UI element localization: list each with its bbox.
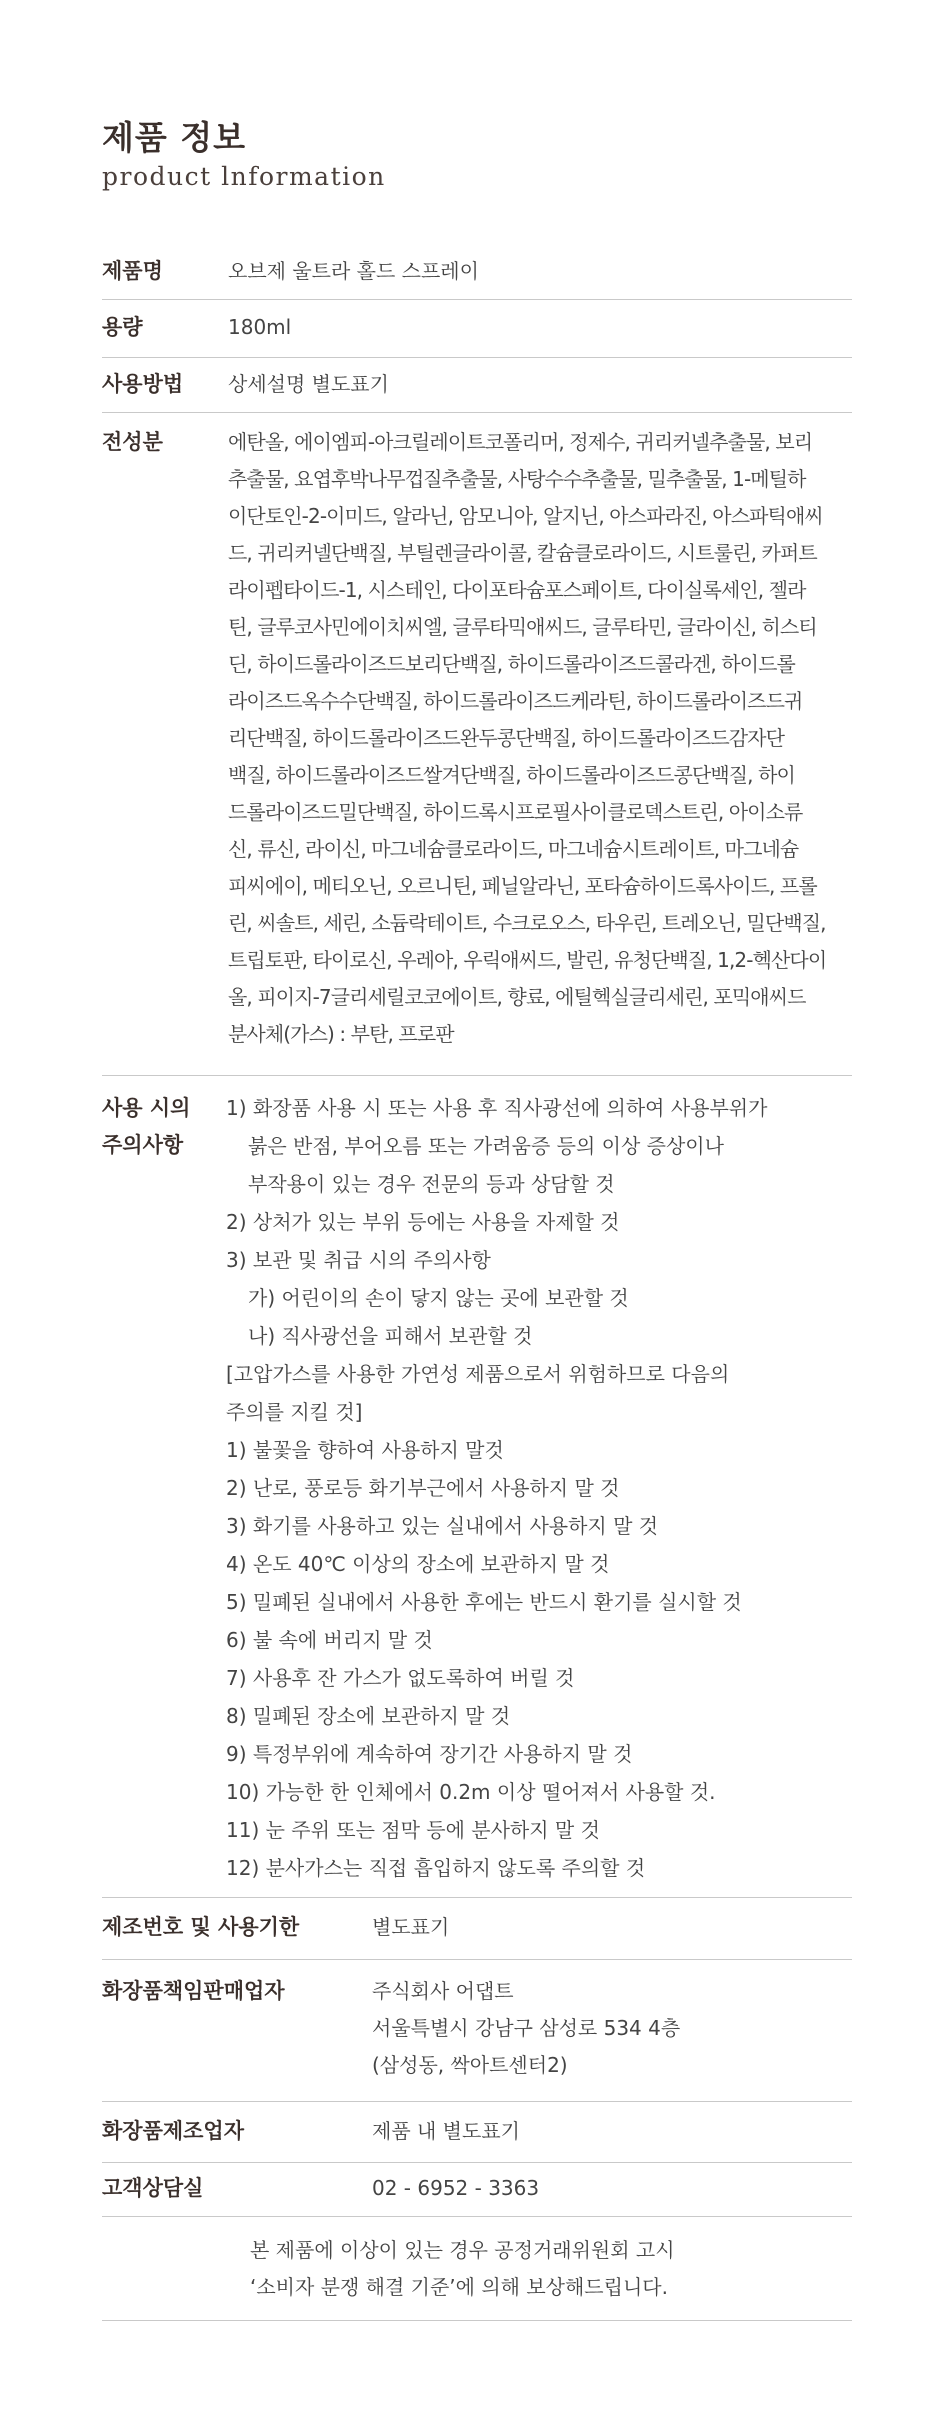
manufacturer-label: 화장품제조업자 [102,2119,245,2143]
caution-line: 나) 직사광선을 피해서 보관할 것 [248,1324,533,1348]
product-name-label: 제품명 [102,259,163,283]
caution-label [102,1089,190,1163]
manufacturer-value: 제품 내 별도표기 [372,2119,520,2143]
row-lot-expiry [102,1897,852,1960]
ingredients-line: 리단백질, 하이드롤라이즈드완두콩단백질, 하이드롤라이즈드감자단 [228,726,785,750]
ingredients-line: 추출물, 요엽후박나무껍질추출물, 사탕수수추출물, 밀추출물, 1-메틸하 [228,467,806,491]
caution-label-line2: 주의사항 [102,1133,184,1157]
caution-line: 3) 보관 및 취급 시의 주의사항 [226,1248,491,1272]
seller-company: 주식회사 어댑트 [372,1979,514,2003]
caution-line: 3) 화기를 사용하고 있는 실내에서 사용하지 말 것 [226,1514,659,1538]
row-product-name [102,249,852,300]
notice-row [102,2216,852,2321]
ingredients-line: 드, 귀리커넬단백질, 부틸렌글라이콜, 칼슘클로라이드, 시트룰린, 카퍼트 [228,541,817,565]
caution-line: 부작용이 있는 경우 전문의 등과 상담할 것 [248,1172,615,1196]
seller-address: 서울특별시 강남구 삼성로 534 4층 [372,2016,681,2040]
ingredients-line: 에탄올, 에이엠피-아크릴레이트코폴리머, 정제수, 귀리커넬추출물, 보리 [228,430,813,454]
row-capacity [102,299,852,358]
ingredients-line: 라이즈드옥수수단백질, 하이드롤라이즈드케라틴, 하이드롤라이즈드귀 [228,689,803,713]
caution-line: [고압가스를 사용한 가연성 제품으로서 위험하므로 다음의 [226,1362,730,1386]
page-subtitle: product lnformation [102,162,386,191]
caution-line: 11) 눈 주위 또는 점막 등에 분사하지 말 것 [226,1818,600,1842]
row-seller [102,1959,852,2102]
ingredients-label: 전성분 [102,430,163,454]
caution-line: 붉은 반점, 부어오름 또는 가려움증 등의 이상 증상이나 [248,1134,724,1158]
page-title: 제품 정보 [102,118,247,157]
seller-label: 화장품책임판매업자 [102,1979,285,2003]
ingredients-line: 트립토판, 타이로신, 우레아, 우릭애씨드, 발린, 유청단백질, 1,2-헥산다이 [228,948,827,972]
caution-list [226,1089,767,1887]
ingredients-line: 올, 피이지-7글리세릴코코에이트, 향료, 에틸헥실글리세린, 포믹애씨드 [228,985,806,1009]
ingredients-line: 피씨에이, 메티오닌, 오르니틴, 페닐알라닌, 포타슘하이드록사이드, 프롤 [228,874,817,898]
row-customer-service [102,2162,852,2217]
notice-line: ‘소비자 분쟁 해결 기준’에 의해 보상해드립니다. [250,2275,668,2299]
ingredients-line: 틴, 글루코사민에이치씨엘, 글루타믹애씨드, 글루타민, 글라이신, 히스티 [228,615,817,639]
caution-line: 8) 밀폐된 장소에 보관하지 말 것 [226,1704,511,1728]
caution-label-line1: 사용 시의 [102,1096,191,1120]
caution-line: 가) 어린이의 손이 닿지 않는 곳에 보관할 것 [248,1286,629,1310]
ingredients-line: 딘, 하이드롤라이즈드보리단백질, 하이드롤라이즈드콜라겐, 하이드롤 [228,652,795,676]
ingredients-line: 드롤라이즈드밀단백질, 하이드록시프로필사이클로덱스트린, 아이소류 [228,800,803,824]
usage-label: 사용방법 [102,372,184,396]
seller-info [372,1973,680,2084]
caution-line: 10) 가능한 한 인체에서 0.2m 이상 떨어져서 사용할 것. [226,1780,716,1804]
notice-line: 본 제품에 이상이 있는 경우 공정거래위원회 고시 [250,2238,675,2262]
ingredients-line: 린, 씨솔트, 세린, 소듐락테이트, 수크로오스, 타우린, 트레오닌, 밀단백질, [228,911,826,935]
ingredients-line: 이단토인-2-이미드, 알라닌, 암모니아, 알지닌, 아스파라진, 아스파틱애씨 [228,504,823,528]
capacity-label: 용량 [102,315,143,339]
customer-service-label: 고객상담실 [102,2176,204,2200]
caution-line: 9) 특정부위에 계속하여 장기간 사용하지 말 것 [226,1742,633,1766]
caution-line: 12) 분사가스는 직접 흡입하지 않도록 주의할 것 [226,1856,646,1880]
caution-line: 1) 불꽃을 향하여 사용하지 말것 [226,1438,504,1462]
caution-line: 7) 사용후 잔 가스가 없도록하여 버릴 것 [226,1666,575,1690]
compensation-notice [250,2232,675,2306]
row-manufacturer [102,2101,852,2163]
lot-expiry-value: 별도표기 [372,1915,450,1939]
ingredients-line: 분사체(가스) : 부탄, 프로판 [228,1022,454,1046]
caution-line: 1) 화장품 사용 시 또는 사용 후 직사광선에 의하여 사용부위가 [226,1096,768,1120]
capacity-value: 180ml [228,315,292,339]
product-name-value: 오브제 울트라 홀드 스프레이 [228,259,479,283]
row-usage [102,357,852,413]
usage-value: 상세설명 별도표기 [228,372,389,396]
customer-service-phone: 02 - 6952 - 3363 [372,2176,540,2200]
ingredients-list [228,424,826,1053]
caution-line: 주의를 지킬 것] [226,1400,363,1424]
ingredients-line: 라이펩타이드-1, 시스테인, 다이포타슘포스페이트, 다이실록세인, 젤라 [228,578,806,602]
row-ingredients [102,412,852,1076]
caution-line: 6) 불 속에 버리지 말 것 [226,1628,433,1652]
ingredients-line: 백질, 하이드롤라이즈드쌀겨단백질, 하이드롤라이즈드콩단백질, 하이 [228,763,795,787]
caution-line: 4) 온도 40℃ 이상의 장소에 보관하지 말 것 [226,1552,610,1576]
caution-line: 5) 밀폐된 실내에서 사용한 후에는 반드시 환기를 실시할 것 [226,1590,742,1614]
ingredients-line: 신, 류신, 라이신, 마그네슘클로라이드, 마그네슘시트레이트, 마그네슘 [228,837,799,861]
lot-expiry-label: 제조번호 및 사용기한 [102,1915,300,1939]
caution-line: 2) 난로, 풍로등 화기부근에서 사용하지 말 것 [226,1476,620,1500]
seller-address-detail: (삼성동, 싹아트센터2) [372,2053,568,2077]
row-caution [102,1075,852,1898]
caution-line: 2) 상처가 있는 부위 등에는 사용을 자제할 것 [226,1210,620,1234]
